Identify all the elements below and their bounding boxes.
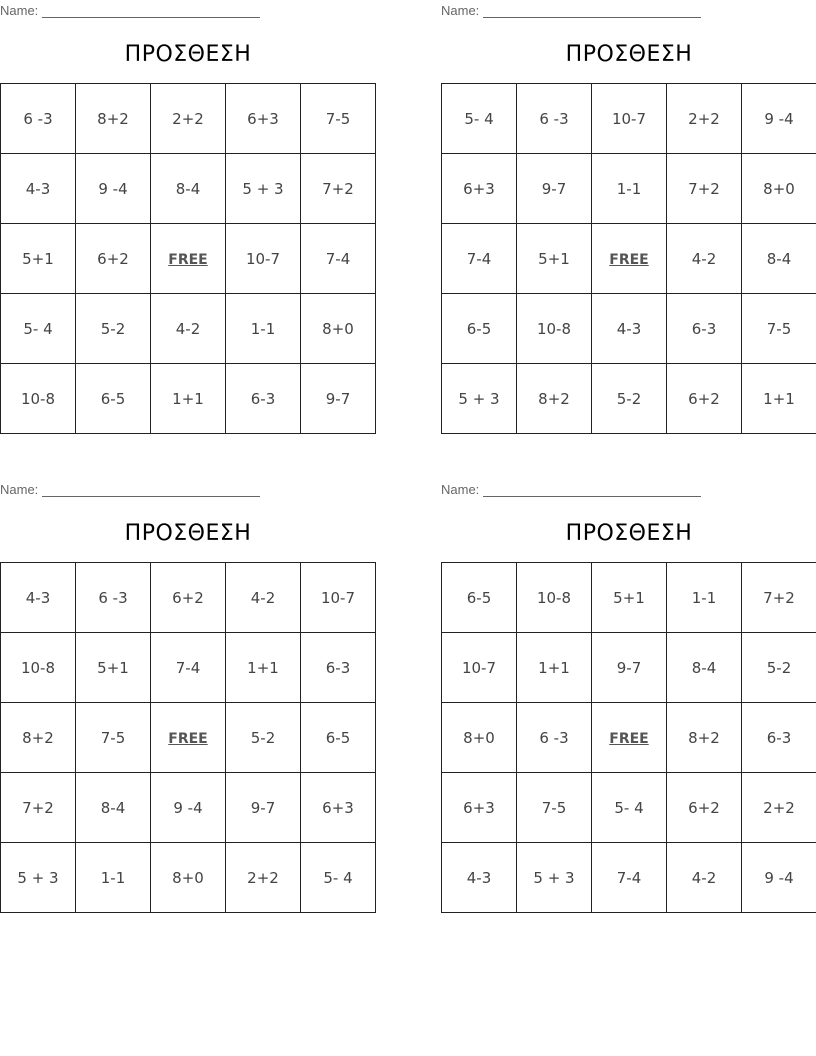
name-label: Name: (0, 3, 39, 18)
cell-expression: 10-7 (461, 658, 497, 677)
cell-expression: 10-8 (20, 389, 56, 408)
grid-cell (301, 294, 376, 364)
grid-cell (442, 84, 517, 154)
grid-row (1, 773, 376, 843)
cell-expression: 4-2 (691, 868, 717, 887)
cell-expression: 7-5 (541, 798, 567, 817)
grid-cell (226, 294, 301, 364)
grid-cell (301, 703, 376, 773)
cell-expression: 6-3 (250, 389, 276, 408)
grid-cell (151, 294, 226, 364)
grid-row (442, 294, 816, 364)
grid-cell (301, 154, 376, 224)
cell-expression: 6-5 (100, 389, 126, 408)
grid-cell (151, 154, 226, 224)
grid-cell (592, 563, 667, 633)
cell-expression: 9-7 (325, 389, 351, 408)
grid-cell (226, 224, 301, 294)
cell-expression: 1+1 (172, 389, 204, 408)
cell-expression: 5-2 (250, 728, 276, 747)
cell-expression: 5 + 3 (242, 179, 284, 198)
cell-expression: 8+0 (172, 868, 204, 887)
grid-cell (667, 154, 742, 224)
grid-cell (517, 633, 592, 703)
cell-expression: 8-4 (691, 658, 717, 677)
cell-expression: 10-8 (536, 319, 572, 338)
name-label: Name: (441, 3, 480, 18)
grid-cell (667, 703, 742, 773)
cell-expression: 7-4 (616, 868, 642, 887)
cell-expression: 5- 4 (23, 319, 53, 338)
grid-cell (667, 224, 742, 294)
grid-cell (742, 154, 816, 224)
grid-cell (151, 364, 226, 434)
grid-cell (517, 843, 592, 913)
cell-expression: 8+2 (538, 389, 570, 408)
cell-expression: 1-1 (100, 868, 126, 887)
cell-expression: 5-2 (100, 319, 126, 338)
grid-cell (592, 843, 667, 913)
grid-cell (517, 224, 592, 294)
free-space-label: FREE (609, 251, 649, 268)
name-line (441, 481, 701, 497)
cell-expression: 6+2 (688, 389, 720, 408)
grid-row (1, 563, 376, 633)
grid-cell (76, 224, 151, 294)
name-label: Name: (0, 482, 39, 497)
grid-row (1, 154, 376, 224)
grid-cell (592, 294, 667, 364)
grid-cell (301, 633, 376, 703)
bingo-grid (0, 562, 376, 913)
cell-expression: 8+2 (97, 109, 129, 128)
free-space-label: FREE (168, 730, 208, 747)
free-space-label: FREE (168, 251, 208, 268)
cell-expression: 6 -3 (23, 109, 53, 128)
cell-expression: 6-3 (325, 658, 351, 677)
cell-expression: 5+1 (613, 588, 645, 607)
grid-cell (742, 563, 816, 633)
grid-cell (1, 703, 76, 773)
grid-cell (76, 703, 151, 773)
cell-expression: 6-5 (466, 319, 492, 338)
grid-cell (151, 84, 226, 154)
cell-expression: 4-2 (691, 249, 717, 268)
grid-cell (1, 563, 76, 633)
grid-cell (667, 294, 742, 364)
grid-cell (742, 843, 816, 913)
grid-cell (226, 563, 301, 633)
cell-expression: 8+0 (463, 728, 495, 747)
grid-cell (442, 773, 517, 843)
grid-cell (1, 294, 76, 364)
cell-expression: 7-4 (325, 249, 351, 268)
grid-cell (226, 364, 301, 434)
cell-expression: 6+3 (247, 109, 279, 128)
grid-row (442, 224, 816, 294)
grid-cell (301, 773, 376, 843)
grid-cell (301, 843, 376, 913)
grid-cell (1, 154, 76, 224)
name-blank-field[interactable] (483, 484, 701, 497)
cell-expression: 10-7 (320, 588, 356, 607)
cell-expression: 2+2 (763, 798, 795, 817)
grid-row (442, 773, 816, 843)
cell-expression: 8+2 (688, 728, 720, 747)
name-line (441, 2, 701, 18)
cell-expression: 6+2 (172, 588, 204, 607)
grid-row (442, 843, 816, 913)
grid-cell (226, 703, 301, 773)
cell-expression: 4-3 (616, 319, 642, 338)
grid-cell (226, 773, 301, 843)
cell-expression: 7-5 (100, 728, 126, 747)
cell-expression: 7+2 (322, 179, 354, 198)
cell-expression: 5 + 3 (458, 389, 500, 408)
cell-expression: 1-1 (616, 179, 642, 198)
grid-cell (592, 154, 667, 224)
cell-expression: 9 -4 (764, 109, 794, 128)
cell-expression: 6 -3 (539, 109, 569, 128)
grid-cell (592, 633, 667, 703)
cell-expression: 4-3 (466, 868, 492, 887)
grid-cell (517, 84, 592, 154)
grid-cell (742, 364, 816, 434)
cell-expression: 5 + 3 (533, 868, 575, 887)
grid-cell (226, 633, 301, 703)
grid-cell (301, 364, 376, 434)
grid-cell (76, 563, 151, 633)
grid-cell (442, 563, 517, 633)
grid-cell (1, 843, 76, 913)
grid-cell (442, 633, 517, 703)
grid-cell (76, 364, 151, 434)
grid-cell (667, 563, 742, 633)
grid-cell (667, 773, 742, 843)
cell-expression: 10-8 (20, 658, 56, 677)
name-blank-field[interactable] (483, 5, 701, 18)
grid-row (442, 364, 816, 434)
cell-expression: 5- 4 (614, 798, 644, 817)
cell-expression: 7+2 (688, 179, 720, 198)
bingo-grid (0, 83, 376, 434)
cell-expression: 5-2 (766, 658, 792, 677)
cell-expression: 6-5 (325, 728, 351, 747)
grid-cell (442, 703, 517, 773)
grid-cell (301, 224, 376, 294)
cell-expression: 4-2 (250, 588, 276, 607)
cell-expression: 7-4 (175, 658, 201, 677)
cell-expression: 4-3 (25, 179, 51, 198)
cell-expression: 6+3 (463, 798, 495, 817)
cell-expression: 9 -4 (98, 179, 128, 198)
grid-cell (1, 773, 76, 843)
grid-row (1, 703, 376, 773)
free-space-cell (151, 224, 226, 294)
grid-cell (517, 364, 592, 434)
grid-cell (301, 84, 376, 154)
cell-expression: 6+2 (688, 798, 720, 817)
cell-expression: 8-4 (766, 249, 792, 268)
cell-expression: 10-8 (536, 588, 572, 607)
grid-cell (517, 563, 592, 633)
card-title: ΠΡΟΣΘΕΣΗ (124, 521, 252, 546)
cell-expression: 7+2 (763, 588, 795, 607)
grid-row (442, 154, 816, 224)
grid-cell (517, 773, 592, 843)
cell-expression: 6 -3 (98, 588, 128, 607)
cell-expression: 8+0 (763, 179, 795, 198)
grid-cell (301, 563, 376, 633)
grid-cell (226, 84, 301, 154)
cell-expression: 5- 4 (323, 868, 353, 887)
cell-expression: 1+1 (763, 389, 795, 408)
cell-expression: 6 -3 (539, 728, 569, 747)
card-title: ΠΡΟΣΘΕΣΗ (565, 42, 693, 67)
cell-expression: 5- 4 (464, 109, 494, 128)
grid-row (1, 364, 376, 434)
cell-expression: 10-7 (611, 109, 647, 128)
grid-row (442, 84, 816, 154)
free-space-cell (151, 703, 226, 773)
cell-expression: 8+2 (22, 728, 54, 747)
cell-expression: 6+3 (322, 798, 354, 817)
cell-expression: 9-7 (616, 658, 642, 677)
cell-expression: 8+0 (322, 319, 354, 338)
grid-row (1, 294, 376, 364)
cell-expression: 7+2 (22, 798, 54, 817)
cell-expression: 7-5 (766, 319, 792, 338)
grid-cell (592, 773, 667, 843)
cell-expression: 5+1 (22, 249, 54, 268)
cell-expression: 1-1 (691, 588, 717, 607)
grid-cell (1, 364, 76, 434)
cell-expression: 7-4 (466, 249, 492, 268)
grid-row (1, 224, 376, 294)
cell-expression: 4-3 (25, 588, 51, 607)
cell-expression: 6-3 (691, 319, 717, 338)
grid-cell (742, 773, 816, 843)
cell-expression: 1+1 (247, 658, 279, 677)
grid-cell (742, 294, 816, 364)
grid-row (442, 563, 816, 633)
grid-cell (667, 633, 742, 703)
grid-cell (151, 843, 226, 913)
grid-cell (517, 294, 592, 364)
grid-cell (76, 84, 151, 154)
grid-row (442, 703, 816, 773)
cell-expression: 4-2 (175, 319, 201, 338)
grid-row (1, 843, 376, 913)
free-space-cell (592, 224, 667, 294)
grid-cell (76, 294, 151, 364)
name-label: Name: (441, 482, 480, 497)
grid-cell (517, 703, 592, 773)
card-title: ΠΡΟΣΘΕΣΗ (124, 42, 252, 67)
cell-expression: 2+2 (247, 868, 279, 887)
name-blank-field[interactable] (42, 484, 260, 497)
grid-row (1, 84, 376, 154)
grid-cell (76, 773, 151, 843)
grid-cell (226, 843, 301, 913)
cell-expression: 2+2 (172, 109, 204, 128)
cell-expression: 5 + 3 (17, 868, 59, 887)
bingo-grid (441, 83, 816, 434)
grid-cell (592, 84, 667, 154)
grid-row (1, 633, 376, 703)
cell-expression: 9 -4 (764, 868, 794, 887)
grid-cell (592, 364, 667, 434)
grid-cell (742, 84, 816, 154)
grid-cell (226, 154, 301, 224)
grid-row (442, 633, 816, 703)
cell-expression: 8-4 (175, 179, 201, 198)
cell-expression: 7-5 (325, 109, 351, 128)
grid-cell (76, 154, 151, 224)
cell-expression: 1-1 (250, 319, 276, 338)
grid-cell (442, 224, 517, 294)
name-line (0, 2, 260, 18)
grid-cell (76, 843, 151, 913)
grid-cell (1, 84, 76, 154)
grid-cell (667, 843, 742, 913)
free-space-label: FREE (609, 730, 649, 747)
cell-expression: 6+3 (463, 179, 495, 198)
grid-cell (442, 843, 517, 913)
cell-expression: 9-7 (250, 798, 276, 817)
free-space-cell (592, 703, 667, 773)
cell-expression: 6-3 (766, 728, 792, 747)
cell-expression: 9-7 (541, 179, 567, 198)
name-blank-field[interactable] (42, 5, 260, 18)
grid-cell (151, 633, 226, 703)
grid-cell (76, 633, 151, 703)
grid-cell (1, 633, 76, 703)
grid-cell (1, 224, 76, 294)
cell-expression: 8-4 (100, 798, 126, 817)
grid-cell (151, 563, 226, 633)
cell-expression: 6-5 (466, 588, 492, 607)
name-line (0, 481, 260, 497)
cell-expression: 2+2 (688, 109, 720, 128)
grid-cell (742, 633, 816, 703)
cell-expression: 9 -4 (173, 798, 203, 817)
grid-cell (742, 224, 816, 294)
grid-cell (667, 364, 742, 434)
grid-cell (667, 84, 742, 154)
grid-cell (442, 294, 517, 364)
grid-cell (151, 773, 226, 843)
grid-cell (442, 364, 517, 434)
cell-expression: 1+1 (538, 658, 570, 677)
cell-expression: 10-7 (245, 249, 281, 268)
cell-expression: 5+1 (97, 658, 129, 677)
card-title: ΠΡΟΣΘΕΣΗ (565, 521, 693, 546)
cell-expression: 6+2 (97, 249, 129, 268)
grid-cell (517, 154, 592, 224)
cell-expression: 5-2 (616, 389, 642, 408)
grid-cell (742, 703, 816, 773)
bingo-grid (441, 562, 816, 913)
grid-cell (442, 154, 517, 224)
cell-expression: 5+1 (538, 249, 570, 268)
